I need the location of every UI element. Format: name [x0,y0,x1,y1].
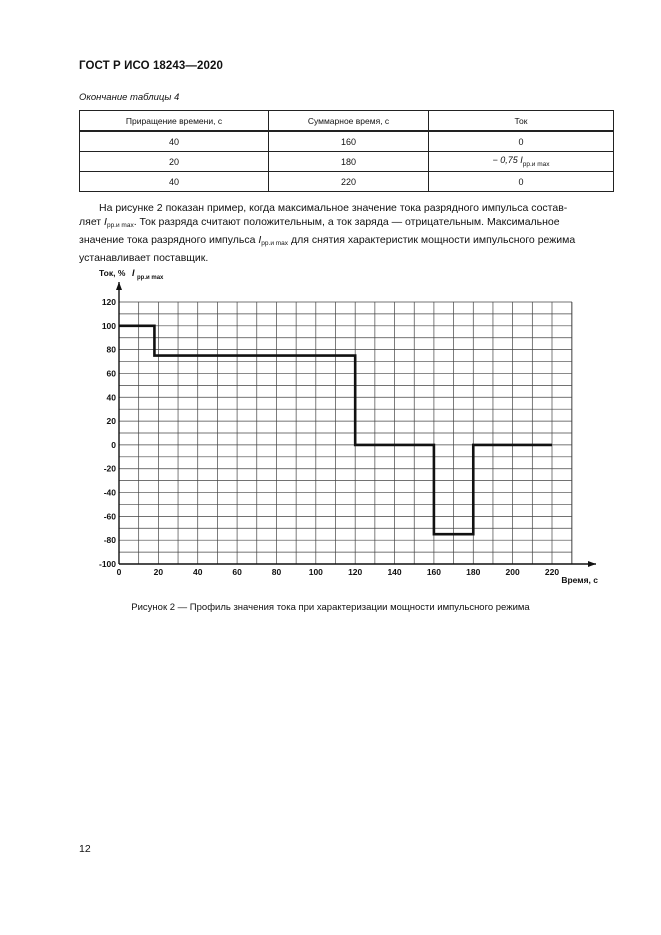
y-tick-label: -20 [103,463,116,474]
table-cell: 40 [80,172,269,192]
table-cell: 160 [269,131,429,152]
col-header-total-time: Суммарное время, с [269,111,429,132]
table-row [80,152,614,172]
current-subscript: рр.и max [522,160,550,168]
y-axis-label-symbol: I [132,268,135,278]
table-cell: 0 [429,131,614,152]
table-cell [429,152,614,172]
y-tick-label: 120 [101,297,116,307]
table-row [80,172,614,192]
document-code: ГОСТ Р ИСО 18243—2020 [79,60,224,72]
y-tick-label: 80 [106,344,116,355]
table-cell: 20 [80,152,269,172]
body-paragraph [79,201,614,265]
x-tick-label: 80 [271,567,282,577]
table-header-row [80,111,614,132]
table-cell: 220 [269,172,429,192]
table-cell: 40 [80,131,269,152]
x-tick-label: 100 [308,567,323,577]
x-axis-label: Время, с [561,575,598,585]
x-tick-label: 220 [544,567,560,577]
figure-caption: Рисунок 2 — Профиль значения тока при характеризации мощности импульсного режима [131,602,530,613]
text-run: для снятия характеристик мощности импульсного режима [288,234,576,246]
y-tick-label: -80 [103,535,116,546]
y-tick-label: 100 [101,320,116,331]
y-tick-label: 40 [106,392,116,403]
col-header-current: Ток [429,111,614,132]
paragraph-line [79,215,614,233]
x-tick-label: 40 [192,567,203,577]
symbol-subscript: рр.и max [106,222,134,229]
y-tick-label: -60 [103,511,116,522]
series-line-current [119,326,552,534]
y-axis-label-subscript: рр.и max [137,275,164,281]
x-tick-label: 180 [466,567,481,577]
page-number: 12 [79,843,91,855]
text-run: значение тока разрядного импульса [79,234,259,246]
y-axis-arrow [116,282,122,290]
symbol-subscript: рр.и max [261,240,289,247]
y-tick-label: 20 [106,416,116,427]
symbol-i: I [104,216,107,228]
x-tick-label: 200 [505,567,520,577]
x-tick-label: 60 [232,567,242,577]
x-axis-arrow [588,561,596,567]
paragraph-line [79,233,614,251]
table-caption: Окончание таблицы 4 [79,92,180,103]
x-tick-label: 140 [387,567,402,577]
y-tick-label: -100 [98,559,116,569]
table-cell: 0 [429,172,614,192]
current-value: − 0,75 I [492,155,523,166]
paragraph-line: На рисунке 2 показан пример, когда максимальное значение тока разрядного импульса состав- [99,202,568,214]
x-tick-label: 20 [153,567,164,577]
data-table [79,110,614,192]
table-cell: 180 [269,152,429,172]
y-axis-label: Ток, % [99,268,126,278]
y-tick-label: 0 [111,439,116,450]
text-run: . Ток разряда считают положительным, а ток заряда — отрицательным. Максимальное [133,216,560,228]
x-tick-label: 0 [116,567,122,577]
table-row [80,131,614,152]
col-header-increment: Приращение времени, с [80,111,269,132]
text-run: ляет [79,216,105,228]
x-tick-label: 160 [426,567,442,577]
paragraph-line: устанавливает поставщик. [79,252,209,264]
y-tick-label: -40 [103,487,116,498]
x-tick-label: 120 [348,567,363,577]
y-tick-label: 60 [106,368,116,379]
symbol-i: I [258,234,262,246]
